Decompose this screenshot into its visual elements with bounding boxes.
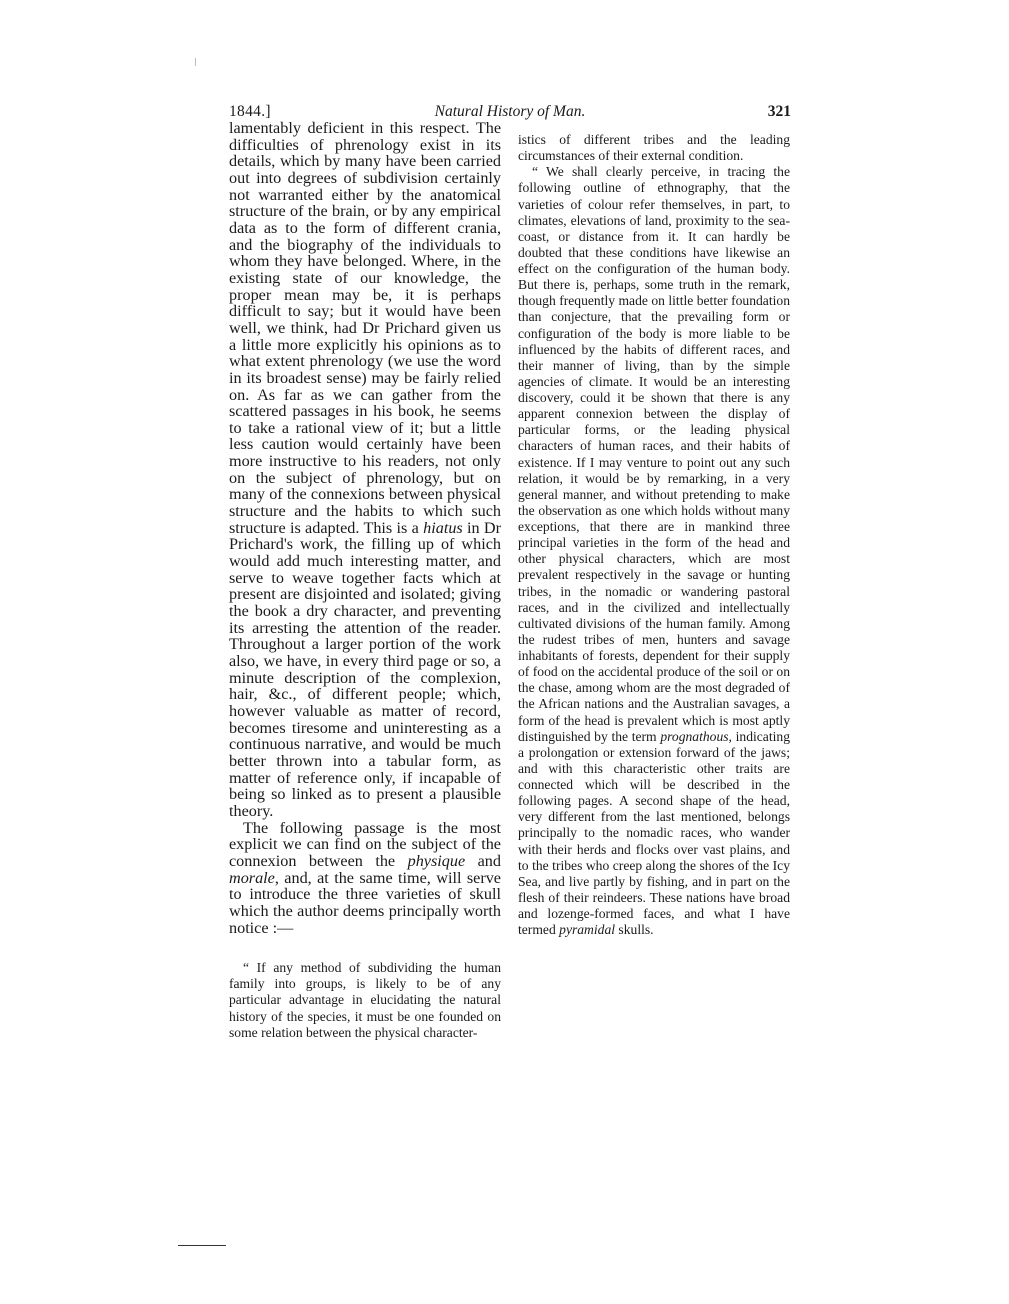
header-title: Natural History of Man. xyxy=(434,103,586,120)
italic-run: pyramidal xyxy=(559,922,616,938)
left-column xyxy=(229,120,501,1041)
paragraph xyxy=(229,820,501,937)
block-quote: “ If any method of subdividing the human family into groups, is likely to be of any particular advantage in elucidating the natural history of the species, it must be one founded on some relation between the physical character- xyxy=(229,960,501,1040)
text-run: and xyxy=(465,851,501,870)
text-run: indicating a prolongation or extension forward of the jaws; and with this characteristic other traits are connected which will be described in the following pages. A second shape of the head, very different from the last mentioned, belongs principally to the nomadic races, who wander with their herds and flocks over vast plains, and to the tribes who creep along the shores of the Icy Sea, and live partly by fishing, and in part on the flesh of their reindeers. These nations have broad and lozenge-formed faces, and what I have termed xyxy=(518,728,790,938)
header-year: 1844.] xyxy=(229,103,271,120)
text-run: skulls. xyxy=(615,922,654,938)
footer-rule xyxy=(178,1245,226,1246)
text-run: The following passage is the most explicit we can find on the subject of the connexion between the xyxy=(229,818,501,870)
text-run: , and, at the same time, will serve to introduce the three varieties of skull which the author deems principally worth notice :— xyxy=(229,868,501,937)
italic-run: morale xyxy=(229,868,275,887)
text-run: lamentably deficient in this respect. The difficulties of phrenology exist in its details, which by many have been carried out into degrees of subdivision certainly not warranted either by the anatomical structure of the brain, or by any empirical data as to the form of different crania, and the biography of the individuals to whom they have belonged. Where, in the existing state of our knowledge, the proper mean may be, it is perhaps difficult to say; but it would have been well, we think, had Dr Prichard given us a little more explicitly his opinions as to what extent phrenology (we use the word in its broadest sense) may be fairly relied on. As far as we can gather from the scattered passages in his book, he seems to take a rational view of it; but a little less caution would certainly have been more instructive to his readers, not only on the subject of phrenology, but on many of the connexions between physical structure and the habits to which such structure is adapted. This is a xyxy=(229,119,501,537)
page-number: 321 xyxy=(767,103,791,120)
text-run: in Dr Prichard's work, the filling up of which would add much interesting matter, and serve to weave together facts which at present are disjointed and isolated; giving the book a dry character, and preventing its arresting the attention of the reader. Throughout a larger portion of the work also, we have, in every third page or so, a minute description of the complexion, hair, &c., of different people; which, however valuable as matter of record, becomes tiresome and uninteresting as a continuous narrative, and would be much better thrown into a tabular form, as matter of reference only, if incapable of being so linked as to present a plausible theory. xyxy=(229,518,502,820)
right-column xyxy=(518,132,790,938)
italic-run: physique xyxy=(407,851,466,870)
paragraph xyxy=(518,164,790,938)
paragraph: istics of different tribes and the leading circumstances of their external condition. xyxy=(518,132,790,164)
paragraph xyxy=(229,120,501,820)
italic-run: hiatus xyxy=(423,518,463,537)
text-run: “ We shall clearly perceive, in tracing the following outline of ethnography, that the varieties of colour refer themselves, in part, to climates, elevations of land, proximity to the sea-coast, or distance from it. It can hardly be doubted that these conditions have likewise an effect on the configuration of the human body. But there is, perhaps, some truth in the remark, though frequently made on little better foundation than conjecture, that the prevailing form or configuration of the body is more liable to be influenced by the habits of different races, and their manner of living, than by the simple agencies of climate. It would be an interesting discovery, could it be shown that there is any apparent connexion between the display of particular forms, or the leading physical characters of human races, and their habits of existence. If I may venture to point out any such relation, it would be by remarking, in a very general manner, and without pretending to make the observation as one which holds without many exceptions, that there are in mankind three principal varieties in the form of the head and other physical characters, which are most prevalent respectively in the savage or hunting tribes, in the nomadic or wandering pastoral races, and in the civilized and intellectually cultivated divisions of the human family. Among the rudest tribes of men, hunters and savage inhabitants of forests, dependent for their supply of food on the accidental produce of the soil or on the chase, among whom are the most degraded of the African nations and the Australian savages, a form of the head is prevalent which is most aptly distinguished by the term xyxy=(518,164,790,744)
scan-artifact xyxy=(195,58,196,66)
italic-run: prognathous, xyxy=(660,728,732,744)
